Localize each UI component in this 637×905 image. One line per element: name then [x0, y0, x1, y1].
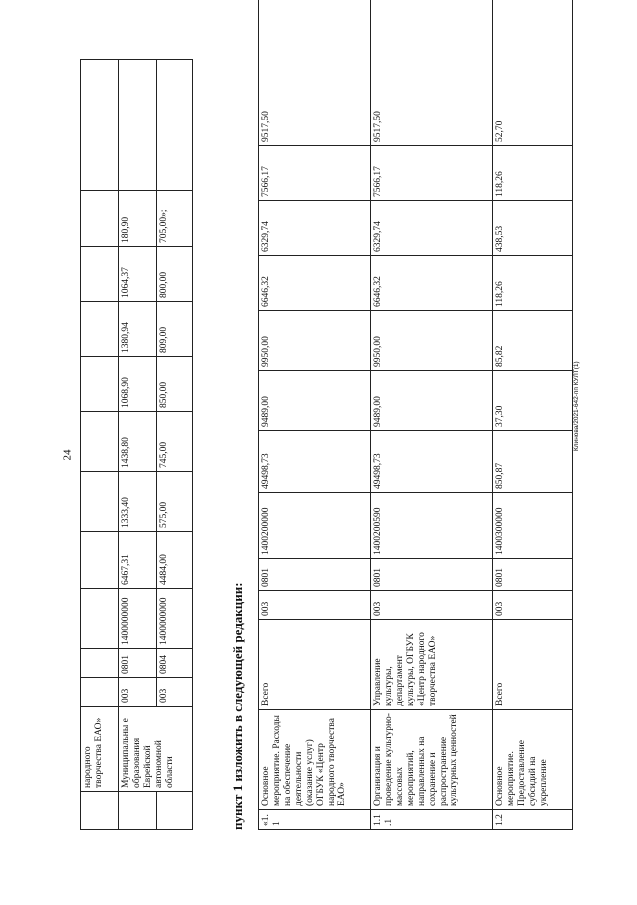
row-number: «1. 1 — [259, 810, 371, 830]
table-cell: 809,00 — [157, 302, 193, 357]
target-code: 1400200000 — [259, 493, 371, 559]
table-row — [119, 60, 157, 830]
table-cell: 1333,40 — [119, 472, 157, 532]
table-cell — [81, 589, 119, 649]
table-cell — [157, 792, 193, 830]
rotated-content — [80, 60, 580, 830]
event-name: Основное мероприятие. Расходы на обеспечение деятельности (оказание услуг) ОГБУК «Центр народного творчества ЕАО» — [259, 710, 371, 810]
year-value: 85,82 — [493, 311, 573, 371]
table-cell — [81, 412, 119, 472]
table-cell: 1068,90 — [119, 357, 157, 412]
year-value: 9489,00 — [259, 371, 371, 431]
section-code: 0801 — [259, 559, 371, 591]
table-row — [259, 0, 371, 830]
table-cell: Муниципальны е образования Еврейской автономной области — [119, 707, 193, 792]
page-number: 24 — [61, 449, 74, 461]
executor: Всего — [259, 620, 371, 710]
target-code: 1400300000 — [493, 493, 573, 559]
table-cell: 1064,37 — [119, 247, 157, 302]
year-value: 52,70 — [493, 0, 573, 146]
year-value: 6329,74 — [371, 201, 493, 256]
table-cell — [81, 357, 119, 412]
table-row — [493, 0, 573, 830]
table-cell — [81, 649, 119, 678]
table-cell: 800,00 — [157, 247, 193, 302]
table-cell — [81, 792, 119, 830]
table-cell: 4484,00 — [157, 532, 193, 589]
table-row — [371, 0, 493, 830]
target-code: 1400200590 — [371, 493, 493, 559]
table-cell — [119, 60, 157, 191]
year-value: 118,26 — [493, 256, 573, 311]
year-value: 9489,00 — [371, 371, 493, 431]
year-value: 118,26 — [493, 146, 573, 201]
table-row — [81, 60, 119, 830]
table-cell — [81, 678, 119, 707]
year-value: 438,53 — [493, 201, 573, 256]
grbs-code: 003 — [493, 591, 573, 620]
table-cell — [81, 191, 119, 247]
grbs-code: 003 — [259, 591, 371, 620]
table-cell: 745,00 — [157, 412, 193, 472]
executor: Всего — [493, 620, 573, 710]
year-value: 9517,50 — [371, 0, 493, 146]
year-value: 7566,17 — [371, 146, 493, 201]
table-cell: 1400000000 — [119, 589, 157, 649]
table-cell: 1380,94 — [119, 302, 157, 357]
total-value: 49498,73 — [259, 431, 371, 493]
table-cell — [119, 792, 157, 830]
table-cell — [81, 302, 119, 357]
table-cell: 1438,80 — [119, 412, 157, 472]
table-cell: 6467,31 — [119, 532, 157, 589]
table-cell — [81, 247, 119, 302]
year-value: 37,30 — [493, 371, 573, 431]
section-code: 0801 — [371, 559, 493, 591]
main-table — [258, 0, 573, 830]
table-cell: 1400000000 — [157, 589, 193, 649]
year-value: 9517,50 — [259, 0, 371, 146]
total-value: 49498,73 — [371, 431, 493, 493]
table-cell: 850,00 — [157, 357, 193, 412]
table-cell: 575,00 — [157, 472, 193, 532]
table-cell: 705,00»; — [157, 191, 193, 247]
table-cell: 003 — [157, 678, 193, 707]
event-name: Организация и проведение культурно-массовых мероприятий, направленных на сохранение и распространение культурных ценностей — [371, 710, 493, 810]
table-cell: народного творчества ЕАО» — [81, 707, 119, 792]
table-cell — [81, 60, 119, 191]
table-cell — [81, 472, 119, 532]
footer-stamp: Клинова/2021-642-пп КУЛТ(1) — [573, 361, 580, 451]
year-value: 6329,74 — [259, 201, 371, 256]
row-number: 1.1 .1 — [371, 810, 493, 830]
grbs-code: 003 — [371, 591, 493, 620]
event-name: Основное мероприятие. Предоставление субсидий на укрепление — [493, 710, 573, 810]
section-heading: пункт 1 изложить в следующей редакции: — [230, 582, 245, 830]
year-value: 9950,00 — [259, 311, 371, 371]
table-cell — [157, 60, 193, 191]
table-cell: 003 — [119, 678, 157, 707]
section-code: 0801 — [493, 559, 573, 591]
top-table — [80, 59, 193, 830]
table-cell: 0801 — [119, 649, 157, 678]
year-value: 6646,32 — [259, 256, 371, 311]
total-value: 850,87 — [493, 431, 573, 493]
row-number: 1.2 — [493, 810, 573, 830]
table-cell: 180,90 — [119, 191, 157, 247]
year-value: 7566,17 — [259, 146, 371, 201]
executor: Управление культуры, департамент культуры, ОГБУК «Центр народного творчества ЕАО» — [371, 620, 493, 710]
year-value: 9950,00 — [371, 311, 493, 371]
table-cell: 0804 — [157, 649, 193, 678]
table-cell — [81, 532, 119, 589]
year-value: 6646,32 — [371, 256, 493, 311]
